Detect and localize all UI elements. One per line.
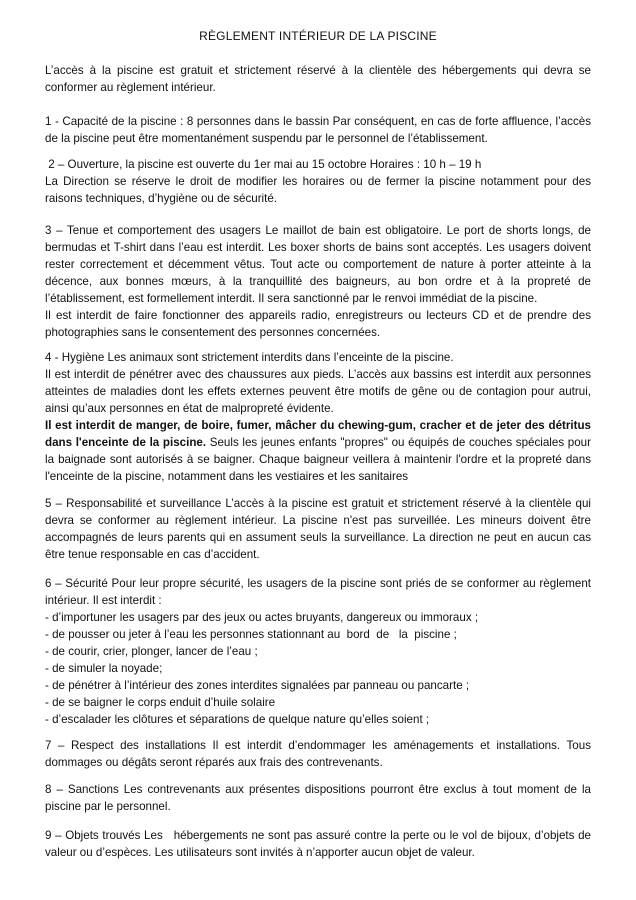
section-4-paragraph-2: Il est interdit de pénétrer avec des chaussures aux pieds. L’accès aux bassins est interdit aux personnes atteintes de maladies dont les effets externes peuvent être motifs de gêne ou de contagion pour autrui, ainsi qu’aux personnes en état de malpropreté évidente. [45,368,591,415]
section-1-text: 1 - Capacité de la piscine : 8 personnes dans le bassin Par conséquent, en cas de forte affluence, l’accès de la piscine peut être momentanément suspendu par le personnel de l’établissement. [45,115,591,145]
section-6 [45,575,591,728]
section-9 [45,827,595,861]
section-8 [45,781,591,815]
section-3-paragraph-1: 3 – Tenue et comportement des usagers Le maillot de bain est obligatoire. Le port de shorts longs, de bermudas et T-shirt dans l’eau est interdit. Les boxer shorts de bains sont acceptés. Les usagers doivent rester correctement et décemment vêtus. Tout acte ou comportement de nature à porter atteinte à la décence, aux bonnes mœurs, à la tranquillité des baigneurs, au bon ordre et à la propreté de l’établissement, est formellement interdit. Il sera sanctionné par le renvoi immédiat de la piscine. [45,224,591,305]
section-7-text: 7 – Respect des installations Il est interdit d’endommager les aménagements et installations. Tous dommages ou dégâts seront réparés aux frais des contrevenants. [45,739,591,769]
section-1 [45,113,591,147]
section-7 [45,737,591,771]
section-2-line-1: 2 – Ouverture, la piscine est ouverte du 1er mai au 15 octobre Horaires : 10 h – 19 h [45,158,482,171]
list-item: - de se baigner le corps enduit d’huile solaire [45,696,276,709]
section-3-paragraph-2: Il est interdit de faire fonctionner des appareils radio, enregistreurs ou lecteurs CD et de prendre des photographies sans le consentement des personnes concernées. [45,309,591,339]
section-3 [45,222,591,341]
section-4-paragraph-1: 4 - Hygiène Les animaux sont strictement interdits dans l’enceinte de la piscine. [45,351,454,364]
section-4 [45,349,591,485]
section-6-prohibition-list [45,609,591,728]
section-5-text: 5 – Responsabilité et surveillance L’accès à la piscine est gratuit et strictement réservé à la clientèle qui devra se conformer au règlement intérieur. La piscine n'est pas surveillée. Les mineurs doivent être accompagnés de leurs parents qui en assument seuls la surveillance. La direction ne peut en aucun cas être tenue responsable en cas d’accident. [45,497,591,561]
section-4-bold-rule: Il est interdit de manger, de boire, fumer, mâcher du chewing-gum, cracher et de jeter des détritus dans l'enceinte de la piscine. [45,419,591,449]
section-6-intro: 6 – Sécurité Pour leur propre sécurité, les usagers de la piscine sont priés de se conformer au règlement intérieur. Il est interdit : [45,577,591,607]
section-4-rest: Seuls les jeunes enfants "propres" ou équipés de couches spéciales pour la baignade sont autorisés à se baigner. Chaque baigneur veillera à maintenir l'ordre et la propreté dans l'enceinte de la piscine, notamment dans les vestiaires et les sanitaires [45,436,591,483]
section-4-paragraph-3 [45,417,591,485]
list-item: - de pénétrer à l’intérieur des zones interdites signalées par panneau ou pancarte ; [45,679,470,692]
list-item: - d’escalader les clôtures et séparations de quelque nature qu’elles soient ; [45,713,430,726]
document-title: RÈGLEMENT INTÉRIEUR DE LA PISCINE [199,29,437,43]
section-9-text: 9 – Objets trouvés Les hébergements ne sont pas assuré contre la perte ou le vol de bijoux, d’objets de valeur ou d’espèces. Les utilisateurs sont invités à n’apporter aucun objet de valeur. [45,829,595,859]
list-item: - d’importuner les usagers par des jeux ou actes bruyants, dangereux ou immoraux ; [45,611,479,624]
list-item: - de pousser ou jeter à l’eau les personnes stationnant au bord de la piscine ; [45,628,457,641]
list-item: - de courir, crier, plonger, lancer de l’eau ; [45,645,258,658]
section-2 [45,156,591,207]
section-5 [45,495,591,563]
intro-paragraph [45,62,591,96]
section-2-line-2: La Direction se réserve le droit de modifier les horaires ou de fermer la piscine notamment pour des raisons techniques, d’hygiène ou de sécurité. [45,175,591,205]
intro-text: L’accès à la piscine est gratuit et strictement réservé à la clientèle des hébergements qui devra se conformer au règlement intérieur. [45,64,591,94]
section-8-text: 8 – Sanctions Les contrevenants aux présentes dispositions pourront être exclus à tout moment de la piscine par le personnel. [45,783,591,813]
list-item: - de simuler la noyade; [45,662,163,675]
